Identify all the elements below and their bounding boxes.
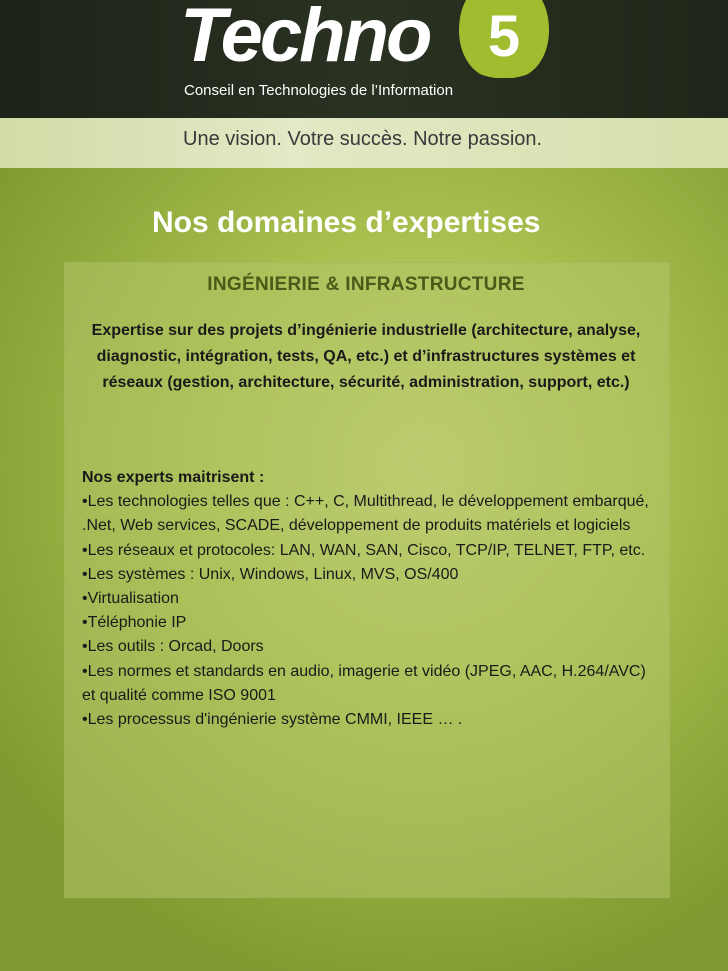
list-item: •Les outils : Orcad, Doors xyxy=(82,638,264,656)
company-subtitle: Conseil en Technologies de l’Information xyxy=(184,82,454,99)
expertise-summary: Expertise sur des projets d’ingénierie industrielle (architecture, analyse, diagnostic, intégration, tests, QA, etc.) et d’infrastructures systèmes et réseaux (gestion, architecture, sécurité, administration, support, etc.) xyxy=(91,322,641,391)
list-item: •Téléphonie IP xyxy=(82,614,187,632)
list-item: •Les normes et standards en audio, imagerie et vidéo (JPEG, AAC, H.264/AVC) et qualité comme ISO 9001 xyxy=(82,662,646,704)
panel-heading: INGÉNIERIE & INFRASTRUCTURE xyxy=(207,274,525,295)
experts-list xyxy=(82,466,662,732)
slogan: Une vision. Votre succès. Notre passion. xyxy=(183,128,543,150)
list-item: •Les technologies telles que : C++, C, Multithread, le développement embarqué, .Net, Web services, SCADE, développement de produits matériels et logiciels xyxy=(82,493,649,535)
list-item: •Les réseaux et protocoles: LAN, WAN, SAN, Cisco, TCP/IP, TELNET, FTP, etc. xyxy=(82,541,646,559)
list-item: •Les systèmes : Unix, Windows, Linux, MVS, OS/400 xyxy=(82,565,459,583)
list-item: •Les processus d'ingénierie système CMMI, IEEE … . xyxy=(82,711,463,729)
logo-wordmark: Techno xyxy=(180,0,430,78)
list-item: •Virtualisation xyxy=(82,590,179,608)
logo-number: 5 xyxy=(487,4,521,69)
page-title: Nos domaines d’expertises xyxy=(152,206,541,239)
experts-heading: Nos experts maitrisent : xyxy=(82,469,265,486)
